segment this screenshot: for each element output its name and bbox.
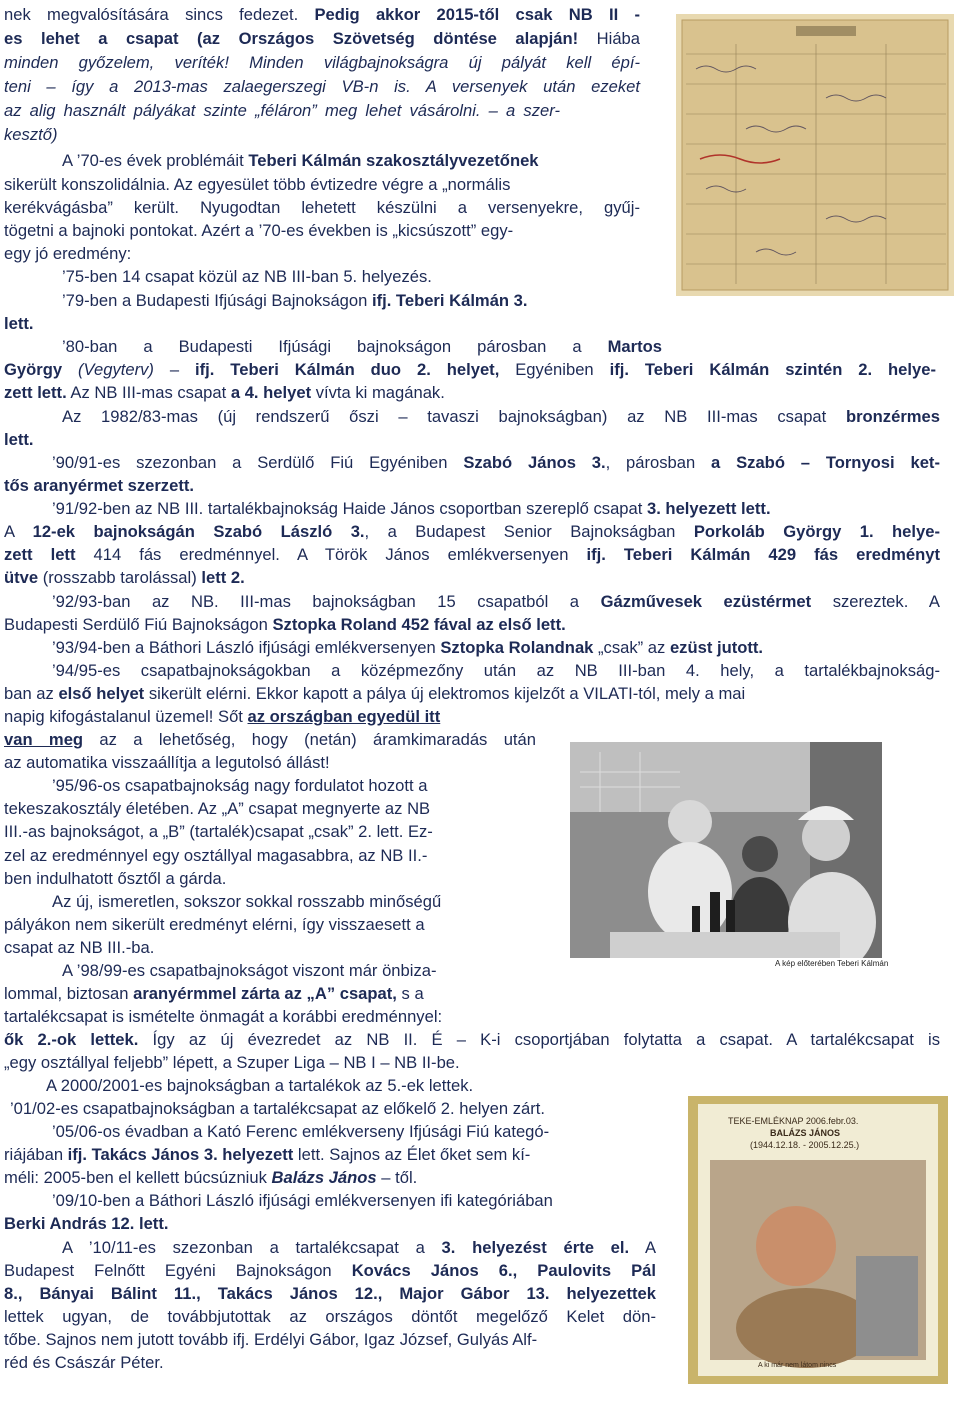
text-segment: Az NB III-mas csapat	[66, 383, 231, 402]
text-line	[52, 498, 771, 520]
text-segment: ’93/94-ben a Báthori László ifjúsági emlékversenyen	[52, 638, 441, 657]
text-line	[52, 660, 940, 682]
text-segment: Szabó János 3.	[463, 453, 606, 472]
plaque-name: BALÁZS JÁNOS	[770, 1128, 841, 1138]
text-line	[62, 960, 437, 982]
text-segment: szereztek. A	[811, 592, 940, 611]
text-segment: ’75-ben 14 csapat közül az NB III-ban 5. helyezés.	[62, 267, 432, 286]
text-segment: bronzérmes	[845, 407, 940, 426]
text-segment: aranyérmmel zárta az „A” csapat,	[133, 984, 397, 1003]
historic-document-photo	[676, 14, 954, 296]
text-segment: zett lett.	[4, 383, 67, 402]
text-segment: 414 fás eredménnyel. A Török János emlékversenyen	[75, 545, 587, 564]
text-segment: Budapest Felnőtt Egyéni Bajnokságon	[4, 1261, 352, 1280]
text-segment: ifj. Teberi Kálmán 3.	[371, 291, 528, 310]
text-segment: első helyet	[58, 684, 145, 703]
text-segment: egy jó eredmény:	[4, 244, 132, 263]
text-segment: –	[153, 360, 196, 379]
text-segment	[550, 1284, 567, 1303]
text-line	[52, 591, 940, 613]
text-segment: sikerült elérni. Ekkor kapott a pálya új elektromos kijelzőt a VILATI-tól, mely a mai	[144, 684, 746, 703]
text-segment: A ’10/11-es szezonban a tartalékcsapat a	[62, 1238, 442, 1257]
text-line	[4, 1260, 656, 1282]
text-segment: tekeszakosztály életében. Az „A” csapat megnyerte az NB	[4, 799, 431, 818]
text-line	[62, 150, 539, 172]
text-segment: ütve	[4, 568, 39, 587]
plaque-dates: (1944.12.18. - 2005.12.25.)	[750, 1140, 860, 1150]
text-line	[4, 243, 131, 265]
text-segment: ’94/95-es csapatbajnokságokban a középmezőny után az NB III-ban 4. hely, a tartalékbajnokság-	[52, 661, 940, 680]
text-segment: minden győzelem, veríték! Minden világbajnokságra új pályát kell épí-	[4, 53, 640, 72]
text-line	[52, 891, 441, 913]
text-segment: ’79-ben a Budapesti Ifjúsági Bajnokságon	[62, 291, 372, 310]
text-segment: ifj. Takács János 3. helyezett	[67, 1145, 294, 1164]
text-line	[4, 76, 640, 98]
text-segment: Egyéniben	[499, 360, 610, 379]
text-line	[52, 452, 940, 474]
text-line	[4, 821, 433, 843]
text-segment: „csak” az	[593, 638, 670, 657]
text-line	[4, 983, 424, 1005]
text-segment: Gázművesek ezüstérmet	[600, 592, 812, 611]
text-segment: (Vegyterv)	[62, 360, 154, 379]
text-segment: vívta ki magának.	[311, 383, 445, 402]
text-line	[4, 729, 536, 751]
text-segment: , a Budapest Senior Bajnokságban	[364, 522, 694, 541]
text-segment: Így az új évezredet az NB II. É – K-i csoportjában folytatta a csapat. A tartalékcsapat is	[138, 1030, 940, 1049]
text-segment: napig kifogástalanul üzemel! Sőt	[4, 707, 248, 726]
text-segment: pályákon nem sikerült eredményt elérni, így visszaesett a	[4, 915, 425, 934]
text-line	[4, 614, 566, 636]
text-line	[4, 1144, 530, 1166]
text-segment: ifj. Teberi Kálmán szintén 2. helye-	[609, 360, 936, 379]
text-segment: 3. helyezést érte el.	[441, 1238, 630, 1257]
group-photo	[570, 742, 882, 958]
text-segment: kerékvágásba” került. Nyugodtan lehetett készülni a versenyekre, gyűj-	[4, 198, 640, 217]
text-segment: Sztopka Rolandnak	[440, 638, 594, 657]
text-segment: ők 2.-ok lettek.	[4, 1030, 139, 1049]
text-segment: a 4. helyet	[230, 383, 312, 402]
text-segment: tős aranyérmet szerzett.	[4, 476, 194, 495]
text-segment: Pedig akkor 2015-től csak NB II -	[314, 5, 640, 24]
text-segment: „egy osztállyal feljebb” lépett, a Szuper Liga – NB I – NB II-be.	[4, 1053, 460, 1072]
text-segment: (rosszabb tarolással)	[38, 568, 202, 587]
text-segment: Kovács János 6., Paulovits Pál	[351, 1261, 656, 1280]
text-segment: – a szer-	[480, 101, 560, 120]
text-line	[4, 197, 640, 219]
text-segment: sikerült konszolidálnia. Az egyesület több évtizedre végre a „normális	[4, 175, 511, 194]
text-segment: A 2000/2001-es bajnokságban a tartalékok az 5.-ek lettek.	[46, 1076, 474, 1095]
text-segment: Budapesti Serdülő Fiú Bajnokságon	[4, 615, 273, 634]
memorial-plaque-photo	[688, 1096, 948, 1384]
text-segment: A ’70-es évek problémáit	[62, 151, 249, 170]
text-segment: Balázs János	[271, 1168, 377, 1187]
text-segment: 8., Bányai Bálint 11., Takács János 12., Major Gábor 13.	[4, 1284, 550, 1303]
text-segment: Martos	[607, 337, 662, 356]
text-line	[4, 220, 513, 242]
plaque-footer: A ki már nem látom nincs	[758, 1362, 837, 1369]
text-line	[52, 1190, 553, 1212]
text-line	[4, 798, 430, 820]
text-line	[4, 937, 154, 959]
text-segment: ’80-ban a Budapesti Ifjúsági bajnokságon párosban a	[62, 337, 608, 356]
text-segment: A	[629, 1238, 657, 1257]
text-segment: ’05/06-os évadban a Kató Ferenc emlékverseny Ifjúsági Fiú kategó-	[52, 1122, 550, 1141]
text-line	[52, 1121, 549, 1143]
text-line	[4, 100, 560, 122]
text-segment: van meg	[4, 730, 84, 749]
text-line	[62, 406, 940, 428]
text-line	[52, 775, 427, 797]
text-segment: A	[4, 522, 33, 541]
text-segment: 3. helyezett lett.	[646, 499, 771, 518]
photo-caption: A kép előterében Teberi Kálmán	[775, 959, 889, 968]
text-line	[4, 28, 640, 50]
text-segment: ’90/91-es szezonban a Serdülő Fiú Egyéniben	[52, 453, 464, 472]
text-segment: tartalékbajnokság Haide János csoportban szereplő csapat	[203, 499, 647, 518]
text-segment: ban az	[4, 684, 59, 703]
text-segment: ben indulhatott ősztől a gárda.	[4, 869, 227, 888]
text-line	[4, 1306, 656, 1328]
text-segment: lett. Sajnos az Élet őket sem kí-	[293, 1145, 531, 1164]
text-segment: Az 1982/83-mas (új rendszerű őszi – tavaszi bajnokságban) az NB III-mas csapat	[62, 407, 846, 426]
text-segment: , párosban	[605, 453, 712, 472]
text-segment: A ’98/99-es csapatbajnokságot viszont már önbiza-	[62, 961, 437, 980]
text-line	[4, 1167, 417, 1189]
text-line	[4, 1329, 537, 1351]
text-segment: Porkoláb György 1. helye-	[693, 522, 940, 541]
text-segment: ifj. Teberi Kálmán duo 2. helyet,	[195, 360, 500, 379]
text-line	[62, 266, 432, 288]
text-segment: Az új, ismeretlen, sokszor sokkal rosszabb minőségű	[52, 892, 442, 911]
text-segment: lett.	[4, 430, 34, 449]
text-segment: – től.	[376, 1168, 418, 1187]
text-segment: helyezettek	[566, 1284, 656, 1303]
text-line	[4, 1213, 168, 1235]
text-line	[4, 845, 427, 867]
text-line	[4, 1283, 656, 1305]
text-segment: riájában	[4, 1145, 68, 1164]
text-segment: ’01/02-es csapatbajnokságban a tartalékcsapat az előkelő 2. helyen zárt.	[10, 1099, 546, 1118]
text-line	[4, 124, 57, 146]
text-segment: kesztő)	[4, 125, 58, 144]
text-segment: György	[4, 360, 63, 379]
text-segment: ’09/10-ben a Báthori László ifjúsági emlékversenyen ifi kategóriában	[52, 1191, 553, 1210]
text-segment: Berki András 12. lett.	[4, 1214, 169, 1233]
text-segment: Teberi Kálmán szakosztályvezetőnek	[248, 151, 539, 170]
text-segment: es lehet a csapat (az Országos Szövetség döntése alapján!	[4, 29, 579, 48]
text-line	[4, 475, 194, 497]
text-segment: az automatika visszaállítja a legutolsó állást!	[4, 753, 330, 772]
text-segment: III.-as bajnokságot, a „B” (tartalék)csapat „csak” 2. lett. Ez-	[4, 822, 433, 841]
text-line	[4, 544, 940, 566]
text-segment: csapat az NB III.-ba.	[4, 938, 155, 957]
text-line	[4, 868, 226, 890]
text-segment: nek megvalósítására sincs fedezet.	[4, 5, 315, 24]
text-line	[4, 4, 640, 26]
text-segment: ’91/92-ben az NB III.	[52, 499, 204, 518]
text-line	[4, 752, 330, 774]
text-line	[4, 521, 940, 543]
text-line	[4, 174, 510, 196]
text-segment: Sztopka Roland 452 fával az első lett.	[272, 615, 566, 634]
text-line	[4, 382, 445, 404]
text-line	[62, 1237, 656, 1259]
text-line	[4, 429, 34, 451]
text-line	[46, 1075, 473, 1097]
text-line	[4, 1052, 460, 1074]
text-line	[4, 567, 245, 589]
text-segment: lommal, biztosan	[4, 984, 134, 1003]
text-segment: 12-ek bajnokságán Szabó László 3.	[32, 522, 365, 541]
text-line	[10, 1098, 545, 1120]
text-line	[4, 1029, 940, 1051]
text-segment: tőbe. Sajnos nem jutott tovább ifj. Erdélyi Gábor, Igaz József, Gulyás Alf-	[4, 1330, 538, 1349]
text-line	[52, 637, 763, 659]
text-line	[62, 336, 662, 358]
text-segment: tartalékcsapat is ismételte önmagát a korábbi eredménnyel:	[4, 1007, 443, 1026]
text-segment: s a	[396, 984, 424, 1003]
text-segment: az alig használt pályákat szinte „féláron” meg lehet vásárolni.	[4, 101, 481, 120]
text-segment: az országban egyedül itt	[247, 707, 441, 726]
text-segment: teni – így a 2013-mas zalaegerszegi VB-n is. A versenyek után ezeket	[4, 77, 640, 96]
text-segment: lett.	[4, 314, 34, 333]
text-line	[4, 706, 440, 728]
text-line	[4, 914, 425, 936]
text-line	[4, 52, 640, 74]
text-segment: ifj. Teberi Kálmán 429 fás eredményt	[586, 545, 941, 564]
text-line	[4, 1352, 164, 1374]
text-segment: méli: 2005-ben el kellett búcsúzniuk	[4, 1168, 272, 1187]
text-segment: ’92/93-ban az NB. III-mas bajnokságban 15 csapatból a	[52, 592, 601, 611]
plaque-title: TEKE-EMLÉKNAP 2006.febr.03.	[728, 1116, 859, 1126]
text-line	[4, 1006, 442, 1028]
text-segment: réd és Császár Péter.	[4, 1353, 164, 1372]
text-segment: ezüst jutott.	[669, 638, 764, 657]
text-line	[4, 313, 34, 335]
text-line	[4, 683, 745, 705]
text-segment: Hiába	[578, 29, 641, 48]
text-segment: a Szabó – Tornyosi ket-	[711, 453, 940, 472]
text-segment: tögetni a bajnoki pontokat. Azért a ’70-es években is „kicsúszott” egy-	[4, 221, 514, 240]
text-segment: ’95/96-os csapatbajnokság nagy fordulatot hozott a	[52, 776, 428, 795]
text-segment: zel az eredménnyel egy osztállyal magasabbra, az NB II.-	[4, 846, 428, 865]
text-line	[62, 290, 528, 312]
text-segment: lett 2.	[201, 568, 245, 587]
text-segment: lettek ugyan, de továbbjutottak az országos döntőt megelőző Kelet dön-	[4, 1307, 656, 1326]
text-segment: az a lehetőség, hogy (netán) áramkimaradás után	[83, 730, 536, 749]
text-line	[4, 359, 936, 381]
text-segment: zett lett	[4, 545, 76, 564]
